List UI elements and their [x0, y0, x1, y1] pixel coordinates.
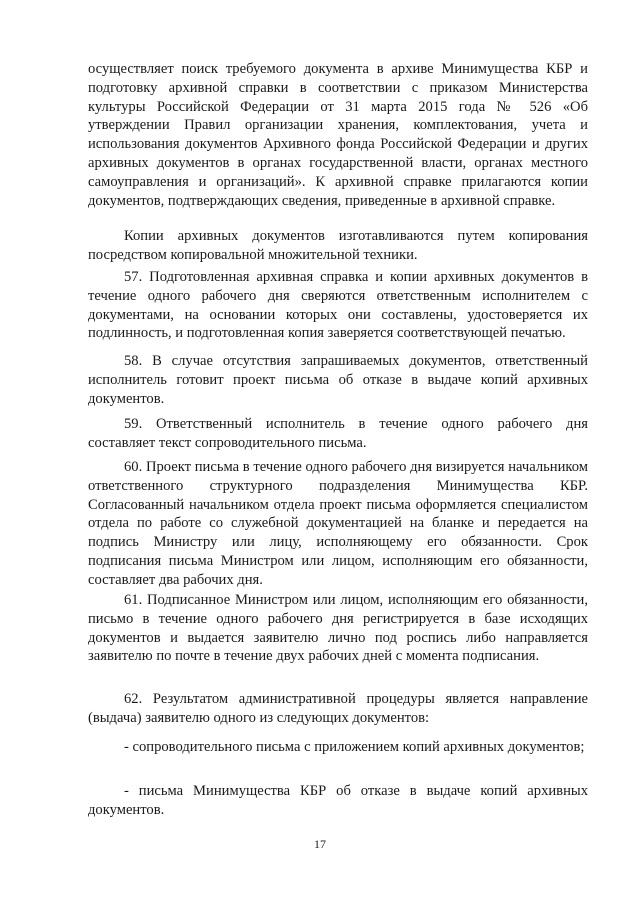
list-item-cover-letter: - сопроводительного письма с приложением копий архивных документов;: [124, 739, 585, 755]
paragraph-59: 59. Ответственный исполнитель в течение одного рабочего дня составляет текст сопроводительного письма.: [88, 416, 588, 451]
paragraph-57: 57. Подготовленная архивная справка и копии архивных документов в течение одного рабочего дня сверяются ответственным исполнителем с документами, на основании которых они составлены, удостоверяется их подлинность, и подготовленная копия заверяется соответствующей печатью.: [88, 269, 588, 342]
paragraph-61: 61. Подписанное Министром или лицом, исполняющим его обязанности, письмо в течение одного рабочего дня регистрируется в базе исходящих документов и выдается заявителю лично под роспись либо направляется заявителю по почте в течение двух рабочих дней с момента подписания.: [88, 592, 588, 665]
list-item-refusal-letter: - письма Минимущества КБР об отказе в выдаче копий архивных документов.: [88, 783, 588, 818]
paragraph-copies: Копии архивных документов изготавливаются путем копирования посредством копировальной множительной техники.: [88, 228, 588, 263]
paragraph-58: 58. В случае отсутствия запрашиваемых документов, ответственный исполнитель готовит проект письма об отказе в выдаче копий архивных документов.: [88, 353, 588, 407]
paragraph-60: 60. Проект письма в течение одного рабочего дня визируется начальником ответственного структурного подразделения Минимущества КБР. Согласованный начальником отдела проект письма оформляется специалистом отдела по работе со служебной документацией на бланке и передается на подпись Министру или лицу, исполняющему его обязанности. Срок подписания письма Министром или лицом, исполняющим его обязанности, составляет два рабочих дня.: [88, 459, 588, 588]
page-number: 17: [314, 837, 326, 851]
paragraph-62: 62. Результатом административной процедуры является направление (выдача) заявителю одного из следующих документов:: [88, 691, 588, 726]
paragraph-continuation: осуществляет поиск требуемого документа в архиве Минимущества КБР и подготовку архивной справки в соответствии с приказом Министерства культуры Российской Федерации от 31 марта 2015 года № 526 «Об утверждении Правил организации хранения, комплектования, учета и использования документов Архивного фонда Российской Федерации и других архивных документов в органах государственной власти, органах местного самоуправления и организаций». К архивной справке прилагаются копии документов, подтверждающих сведения, приведенные в архивной справке.: [88, 61, 588, 209]
